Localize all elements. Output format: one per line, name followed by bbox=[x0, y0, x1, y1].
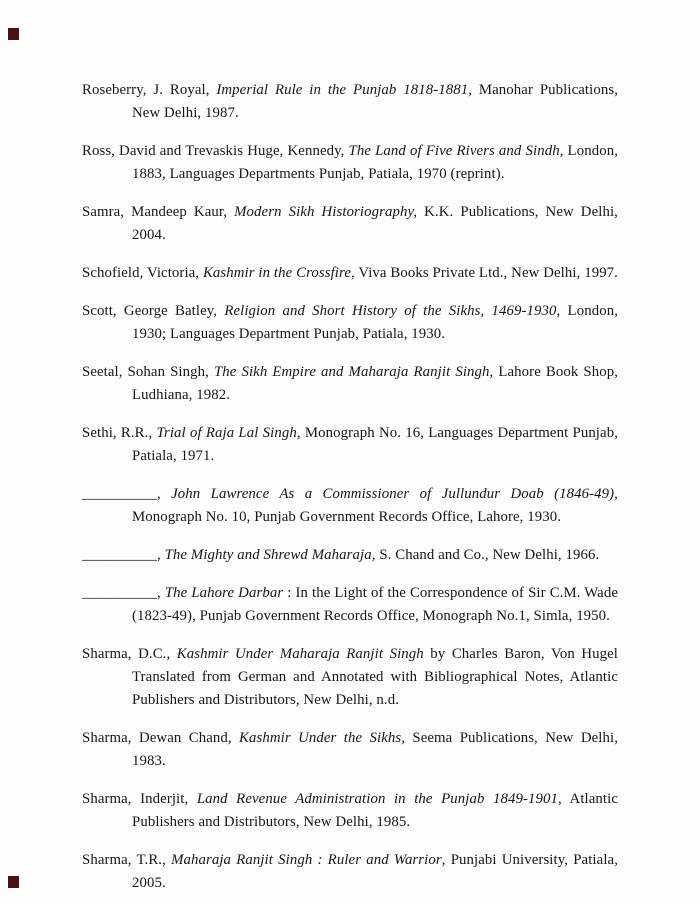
bibliography-entry bbox=[82, 201, 618, 247]
scan-mark-top bbox=[8, 28, 19, 40]
entry-text: Sethi, R.R., bbox=[82, 425, 157, 441]
book-title: Land Revenue Administration in the Punjab 1849-1901, bbox=[196, 791, 562, 807]
book-title: Imperial Rule in the Punjab 1818-1881, bbox=[216, 82, 473, 98]
entry-text: Monograph No. 10, Punjab Government Records Office, Lahore, 1930. bbox=[132, 509, 562, 525]
bibliography-entry bbox=[82, 727, 618, 773]
book-title: Maharaja Ranjit Singh : Ruler and Warrior bbox=[171, 852, 442, 868]
entry-text: London, 1930; Languages Department Punjab, Patiala, 1930. bbox=[132, 303, 618, 342]
entry-text: Samra, Mandeep Kaur, bbox=[82, 204, 235, 220]
bibliography-entry bbox=[82, 788, 618, 834]
bibliography-entry bbox=[82, 262, 618, 285]
entry-text: S. Chand and Co., New Delhi, 1966. bbox=[375, 547, 600, 563]
bibliography-entry bbox=[82, 79, 618, 125]
book-title: Kashmir in the Crossfire, bbox=[202, 265, 355, 281]
book-title: Trial of Raja Lal Singh, bbox=[156, 425, 301, 441]
bibliography-entry bbox=[82, 140, 618, 186]
bibliography-entry bbox=[82, 544, 618, 567]
book-title: John Lawrence As a Commissioner of Jullundur Doab (1846-49), bbox=[171, 486, 618, 502]
bibliography-entry bbox=[82, 422, 618, 468]
book-title: Modern Sikh Historiography, bbox=[234, 204, 418, 220]
entry-text: by Charles Baron, Von Hugel Translated from German and Annotated with Bibliographical Notes, Atlantic Publishers and Distributors, New Delhi, n.d. bbox=[132, 646, 618, 708]
entry-text: Sharma, Dewan Chand, bbox=[82, 730, 240, 746]
bibliography-entry bbox=[82, 849, 618, 895]
entry-text: Sharma, D.C., bbox=[82, 646, 177, 662]
entry-text: Roseberry, J. Royal, bbox=[82, 82, 217, 98]
entry-text: K.K. Publications, New Delhi, 2004. bbox=[132, 204, 618, 243]
bibliography-entry bbox=[82, 643, 618, 712]
bibliography-entry bbox=[82, 300, 618, 346]
entry-text: Manohar Publications, New Delhi, 1987. bbox=[132, 82, 618, 121]
entry-text: Seema Publications, New Delhi, 1983. bbox=[132, 730, 618, 769]
bibliography-list bbox=[82, 79, 618, 895]
entry-text: , Punjabi University, Patiala, 2005. bbox=[132, 852, 618, 891]
book-title: Kashmir Under the Sikhs, bbox=[239, 730, 406, 746]
entry-text: Monograph No. 16, Languages Department Punjab, Patiala, 1971. bbox=[132, 425, 618, 464]
entry-text: : In the Light of the Correspondence of Sir C.M. Wade (1823-49), Punjab Government Records Office, Monograph No.1, Simla, 1950. bbox=[132, 585, 618, 624]
book-title: The Sikh Empire and Maharaja Ranjit Singh, bbox=[213, 364, 494, 380]
book-title: The Lahore Darbar bbox=[164, 585, 284, 601]
bibliography-entry bbox=[82, 483, 618, 529]
entry-text: Seetal, Sohan Singh, bbox=[82, 364, 214, 380]
bibliography-entry bbox=[82, 361, 618, 407]
entry-text: London, 1883, Languages Departments Punjab, Patiala, 1970 (reprint). bbox=[132, 143, 618, 182]
entry-text: Sharma, Inderjit, bbox=[82, 791, 197, 807]
entry-text: Ross, David and Trevaskis Huge, Kennedy, bbox=[82, 143, 349, 159]
book-title: Kashmir Under Maharaja Ranjit Singh bbox=[176, 646, 424, 662]
bibliography-entry bbox=[82, 582, 618, 628]
entry-text: __________, bbox=[82, 585, 165, 601]
scan-mark-bottom bbox=[8, 876, 19, 888]
book-title: The Mighty and Shrewd Maharaja, bbox=[164, 547, 376, 563]
entry-text: Schofield, Victoria, bbox=[82, 265, 203, 281]
book-title: The Land of Five Rivers and Sindh, bbox=[348, 143, 564, 159]
book-title: Religion and Short History of the Sikhs, 1469-1930, bbox=[224, 303, 561, 319]
entry-text: Viva Books Private Ltd., New Delhi, 1997. bbox=[354, 265, 618, 281]
entry-text: Sharma, T.R., bbox=[82, 852, 172, 868]
entry-text: Lahore Book Shop, Ludhiana, 1982. bbox=[132, 364, 618, 403]
entry-text: __________, bbox=[82, 486, 172, 502]
entry-text: __________, bbox=[82, 547, 165, 563]
entry-text: Scott, George Batley, bbox=[82, 303, 225, 319]
entry-text: Atlantic Publishers and Distributors, New Delhi, 1985. bbox=[132, 791, 619, 830]
